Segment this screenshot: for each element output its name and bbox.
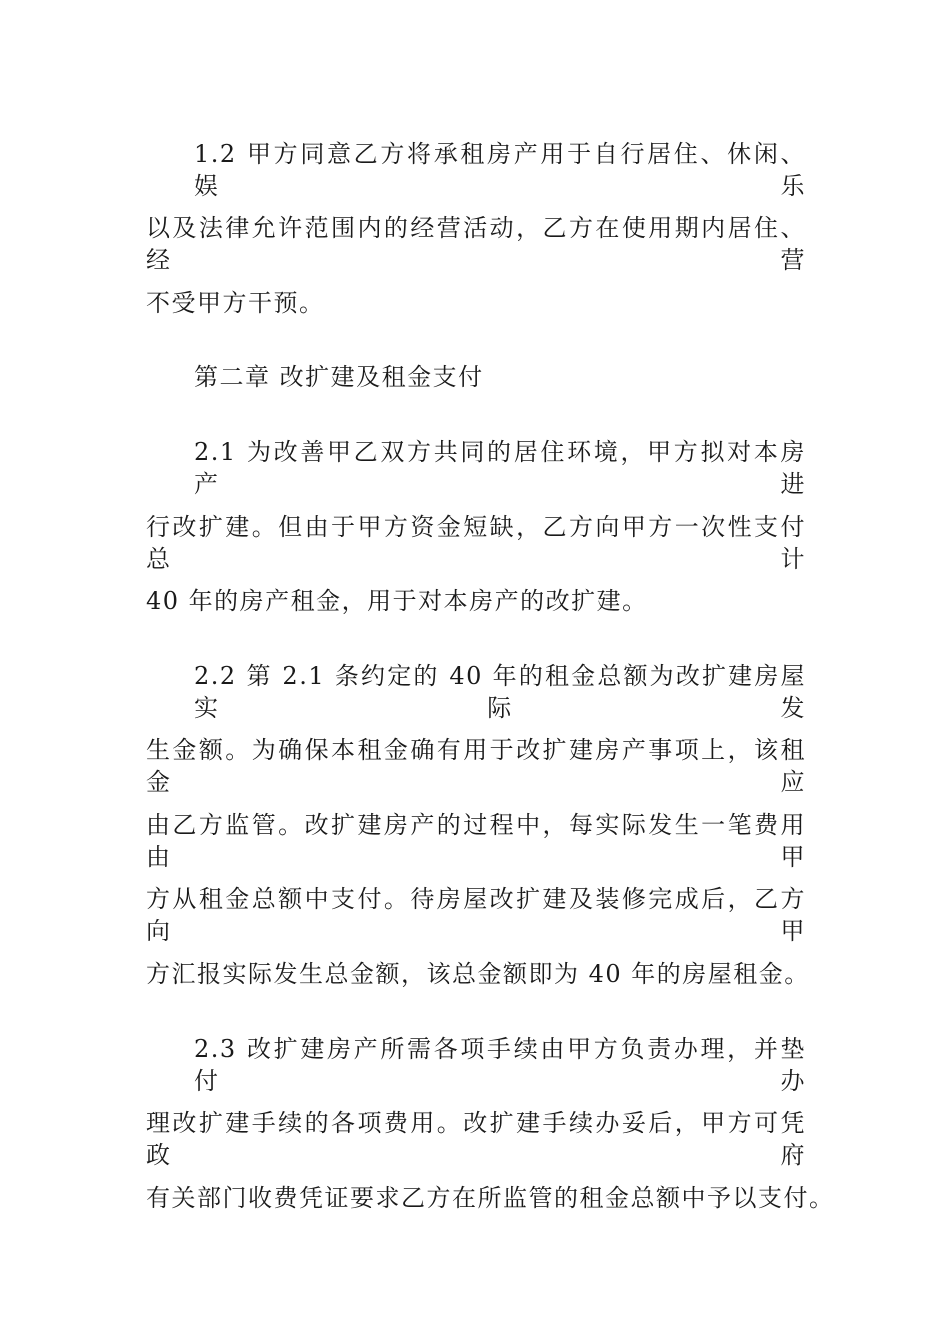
clause-2-3-line-3: 有关部门收费凭证要求乙方在所监管的租金总额中予以支付。 bbox=[146, 1184, 835, 1212]
clause-2-2-line-1: 2.2 第 2.1 条约定的 40 年的租金总额为改扩建房屋实际发 bbox=[194, 662, 806, 722]
clause-2-2-line-3: 由乙方监管。改扩建房产的过程中，每实际发生一笔费用由甲 bbox=[146, 811, 806, 871]
clause-2-2-line-4: 方从租金总额中支付。待房屋改扩建及装修完成后，乙方向甲 bbox=[146, 885, 806, 945]
clause-2-2-line-5: 方汇报实际发生总金额，该总金额即为 40 年的房屋租金。 bbox=[146, 960, 810, 988]
clause-2-3-line-1: 2.3 改扩建房产所需各项手续由甲方负责办理，并垫付办 bbox=[194, 1035, 806, 1095]
chapter-2-heading: 第二章 改扩建及租金支付 bbox=[194, 363, 484, 391]
clause-1-2-line-1: 1.2 甲方同意乙方将承租房产用于自行居住、休闲、娱乐 bbox=[194, 140, 806, 200]
clause-2-1-line-3: 40 年的房产租金，用于对本房产的改扩建。 bbox=[146, 587, 648, 615]
clause-2-2-line-2: 生金额。为确保本租金确有用于改扩建房产事项上，该租金应 bbox=[146, 736, 806, 796]
clause-1-2-line-3: 不受甲方干预。 bbox=[146, 289, 325, 317]
clause-2-3-line-2: 理改扩建手续的各项费用。改扩建手续办妥后，甲方可凭政府 bbox=[146, 1109, 806, 1169]
clause-2-1-line-2: 行改扩建。但由于甲方资金短缺，乙方向甲方一次性支付总计 bbox=[146, 513, 806, 573]
clause-1-2-line-2: 以及法律允许范围内的经营活动，乙方在使用期内居住、经营 bbox=[146, 214, 806, 274]
clause-2-1-line-1: 2.1 为改善甲乙双方共同的居住环境，甲方拟对本房产进 bbox=[194, 438, 806, 498]
